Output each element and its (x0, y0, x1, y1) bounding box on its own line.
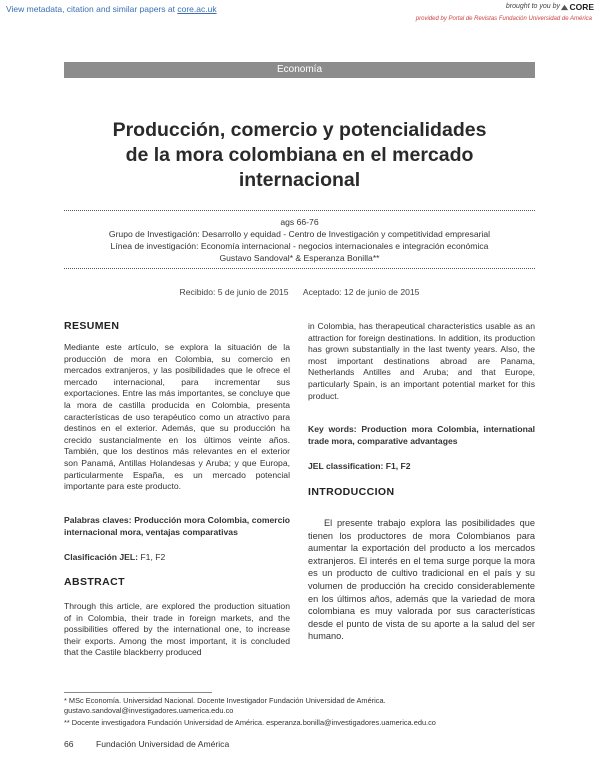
core-top-bar (0, 0, 600, 22)
pages-range: ags 66-76 (280, 217, 319, 227)
resumen-heading: RESUMEN (64, 320, 120, 332)
jel-label-en: JEL classification: (308, 461, 384, 471)
footnote-2: ** Docente investigadora Fundación Universidad de América. esperanza.bonilla@investigadores.uamerica.edu.co (64, 718, 436, 727)
resumen-keywords (64, 515, 290, 538)
introduccion-body: El presente trabajo explora las posibilidades que tienen los productores de mora Colombianos para aumentar la exportación del producto a los mercados extranjeros. El interés en el tema surge porque la mora es un producto de cultivo tradicional en el país y su volumen de producción ha crecido considerablemente en los últimos años, además que la variedad de mora colombiana es muy valorada por sus características desde el punto de vista de su aporte a la salud del ser humano. (308, 518, 535, 642)
footnote-1: * MSc Economía. Universidad Nacional. Docente Investigador Fundación Universidad de América. gustavo.sandoval@investigadores.uamerica.edu.co (64, 696, 386, 715)
abstract-heading: ABSTRACT (64, 576, 125, 588)
abstract-continued: in Colombia, has therapeutical characteristics usable as an attraction for foreign destinations. In addition, its production has grown substantially in the last twenty years. Also, the most important destinations abroad are Panama, Netherlands Antilles and Aruba; and that Europe, particularly Spain, is an important potential market for this product. (308, 321, 535, 401)
section-header-band (64, 62, 535, 78)
page-number: 66 (64, 739, 74, 749)
accepted-date: Aceptado: 12 de junio de 2015 (302, 287, 420, 297)
authors: Gustavo Sandoval* & Esperanza Bonilla** (219, 253, 380, 263)
view-metadata-label: View metadata, citation and similar papers at (6, 4, 178, 14)
article-title (64, 118, 535, 193)
title-line-3: internacional (238, 169, 361, 191)
resumen-body: Mediante este artículo, se explora la situación de la producción de mora en Colombia, su comercio en mercados extranjeros, y las posibilidades que le ofrece el mercado internacional, para incrementar sus exportaciones. Entre las más importantes, se concluye que la mora de castilla producida en Colombia, presenta características de uso terapéutico como un atractivo para destinos en el exterior. Además, que su producción ha crecido sustancialmente en los últimos veinte años. También, que los destinos más relevantes en el exterior son Panamá, Antillas Holandesas y Aruba; y que Europa, particularmente España, es un mercado potencial importante para este producto. (64, 342, 290, 492)
title-line-2: de la mora colombiana en el mercado (125, 144, 474, 166)
abstract-keywords (308, 424, 535, 447)
core-logo[interactable] (560, 2, 594, 12)
view-metadata-text (6, 4, 217, 14)
dotted-divider-bottom (64, 268, 535, 269)
footer-institution: Fundación Universidad de América (95, 739, 230, 749)
page-footer (64, 739, 229, 749)
footnote-divider (64, 692, 212, 693)
core-link[interactable]: core.ac.uk (177, 4, 217, 14)
jel-en: F1, F2 (385, 461, 411, 471)
dotted-divider-top (64, 210, 535, 211)
brought-by-text: brought to you by (505, 3, 560, 10)
research-line: Línea de investigación: Economía internacional - negocios internacionales e integración económica (110, 241, 489, 251)
core-logo-text: CORE (569, 2, 594, 12)
keywords-label-en: Key words: (308, 424, 357, 434)
introduccion-heading: INTRODUCCION (308, 486, 395, 498)
resumen-jel (64, 552, 290, 564)
title-line-1: Producción, comercio y potencialidades (112, 119, 487, 141)
jel-es: F1, F2 (140, 552, 166, 562)
research-group: Grupo de Investigación: Desarrollo y equidad - Centro de Investigación y competitividad empresarial (108, 229, 491, 239)
keywords-es: Producción mora Colombia, comercio internacional mora, ventajas comparativas (64, 515, 291, 537)
keywords-en: Production mora Colombia, international trade mora, comparative advantages (308, 424, 535, 446)
abstract-jel (308, 461, 535, 473)
section-label: Economía (276, 64, 323, 75)
dates-line (64, 287, 535, 297)
keywords-label-es: Palabras claves: (64, 515, 132, 525)
received-date: Recibido: 5 de junio de 2015 (179, 287, 289, 297)
abstract-body: Through this article, are explored the production situation of in Colombia, their trade in foreign markets, and the possibilities offered by the international one, to increase their exports. Among the most important, it is concluded that the Castile blackberry produced (64, 601, 290, 658)
jel-label-es: Clasificación JEL: (64, 552, 139, 562)
provided-by-text: provided by Portal de Revistas Fundación Universidad de América (415, 16, 592, 22)
